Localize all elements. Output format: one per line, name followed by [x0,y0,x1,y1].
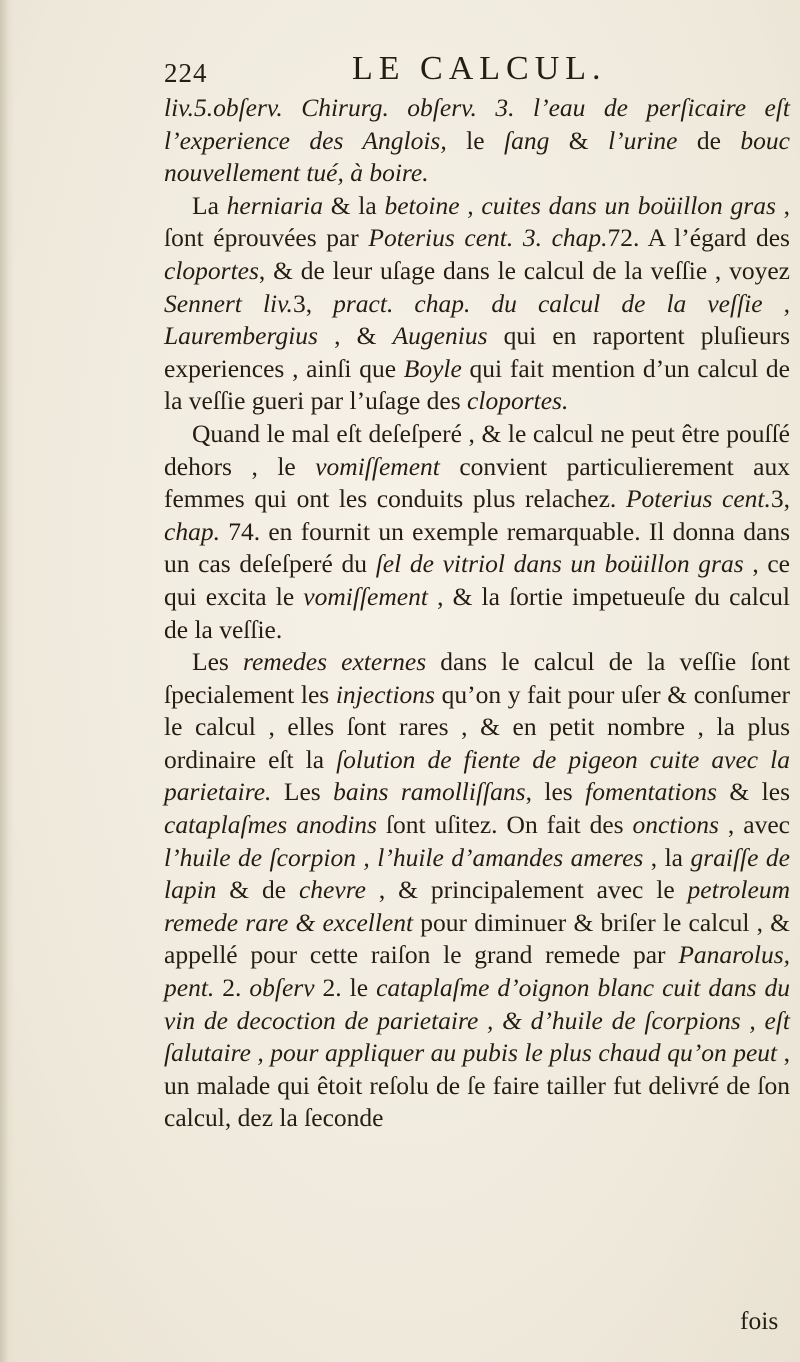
italic-run: liv.5.obſerv. Chirurg. obſerv. 3. l’eau de perſicaire eſt l’experience des Anglois, [164,93,790,155]
text-run: & la [322,190,385,220]
page-number: 224 [164,58,208,88]
italic-run: cataplaſmes anodins [164,810,377,840]
italic-run: Poterius cent. 3. chap. [368,223,608,253]
text-run: qu’on y fait pour uſer & conſumer le calcul , elles ſont rares , & en petit nombre , la plus ordinaire eſt la [164,679,791,774]
italic-run: pract. chap. du calcul de la veſſie , Laurembergius [164,288,790,351]
text-run: Quand le mal eſt deſeſperé , & le calcul ne peut être pouſſé dehors , le [164,418,790,481]
italic-run: graiſſe de lapin [164,842,790,905]
running-head: LE CALCUL. [352,50,607,87]
italic-run: chevre [298,875,366,905]
text-run: , avec [718,810,790,840]
italic-run: l’huile de ſcorpion , l’huile d’amandes ameres [164,842,644,872]
italic-run: Boyle [403,353,462,383]
page-header [164,50,784,96]
italic-run: ſolution de fiente de pigeon cuite avec la parietaire. [164,744,790,807]
italic-run: chap. [164,516,220,546]
text-run: ſont uſitez. On fait des [376,810,633,840]
text-run: & [549,125,609,155]
text-run: , ce qui excita le [164,549,790,611]
italic-run: bains ramolliſſans [333,777,526,807]
text-run: , la [643,842,691,872]
text-run: 72. A l’égard des [607,223,790,253]
text-run: convient particulierement aux femmes qui ont les conduits plus relachez. [164,451,790,514]
text-run: 2. le [314,973,377,1003]
text-run: , & principalement avec le [365,875,688,905]
text-run: qui en raportent pluſieurs experiences , ainſi que [164,321,790,383]
text-run: Les [192,647,243,677]
paragraph [164,646,790,1135]
text-run: , ſont éprouvées par [164,190,790,253]
paragraph [164,190,790,418]
italic-run: Augenius [392,321,488,351]
text-run: , & [317,321,393,351]
italic-run: cloportes [164,255,259,285]
text-run: 3, [770,484,790,514]
italic-run: cataplaſme d’oignon blanc cuit dans du vin de decoction de parietaire , & d’huile de ſcorpions , eſt ſalutaire , pour appliquer au pubis le plus chaud qu’on peut [164,973,791,1068]
catchword: fois [740,1306,779,1335]
text-run: , & de leur uſage dans le calcul de la veſſie , voyez [258,255,790,285]
italic-run: Sennert liv. [164,288,293,318]
page-gutter [0,0,14,1362]
text-run: 74. en fournit un exemple remarquable. Il donna dans un cas deſeſperé du [164,516,790,579]
text-run: le [446,125,504,155]
text-run: , un malade qui êtoit reſolu de ſe faire tailler fut delivré de ſon calcul, dez la ſeconde [164,1038,790,1133]
italic-run: cloportes. [467,386,569,416]
italic-run: Poterius cent. [625,484,771,514]
italic-run: onctions [632,810,719,840]
italic-run: fomentations [585,777,717,807]
text-run: La [192,190,227,220]
text-run: 2. [214,973,250,1003]
text-run: , & la ſortie impetueuſe du calcul de la veſſie. [164,581,790,644]
paragraph [164,418,790,646]
italic-run: obſerv [249,973,315,1003]
italic-run: betoine , cuites dans un boüillon gras [384,190,776,220]
italic-run: ſang [504,125,550,155]
text-run: pour diminuer & briſer le calcul , & appellé pour cette raiſon le grand remede par [164,907,790,970]
italic-run: bouc nouvellement tué, à boire. [164,125,790,188]
italic-run: injections [335,679,435,709]
text-run: Les [271,777,334,807]
text-run: qui fait mention d’un calcul de la veſſie gueri par l’uſage des [164,353,790,416]
italic-run: vomiſſement [303,581,428,611]
italic-run: herniaria [226,190,323,220]
italic-run: petroleum remede rare & excellent [164,875,790,937]
text-run: 3, [292,288,334,318]
text-run: & les [716,777,790,807]
italic-run: vomiſſement [315,451,440,481]
italic-run: l’urine [608,125,678,155]
italic-run: ſel de vitriol dans un boüillon gras [375,549,744,579]
text-run: , les [525,777,586,807]
text-run: dans le calcul de la veſſie ſont ſpecialement les [164,647,790,709]
text-run: & de [216,875,299,905]
paragraph [164,92,790,190]
body-text [164,92,790,1135]
italic-run: Panarolus, pent. [164,940,790,1003]
italic-run: remedes externes [242,647,427,677]
text-run: de [677,125,741,155]
